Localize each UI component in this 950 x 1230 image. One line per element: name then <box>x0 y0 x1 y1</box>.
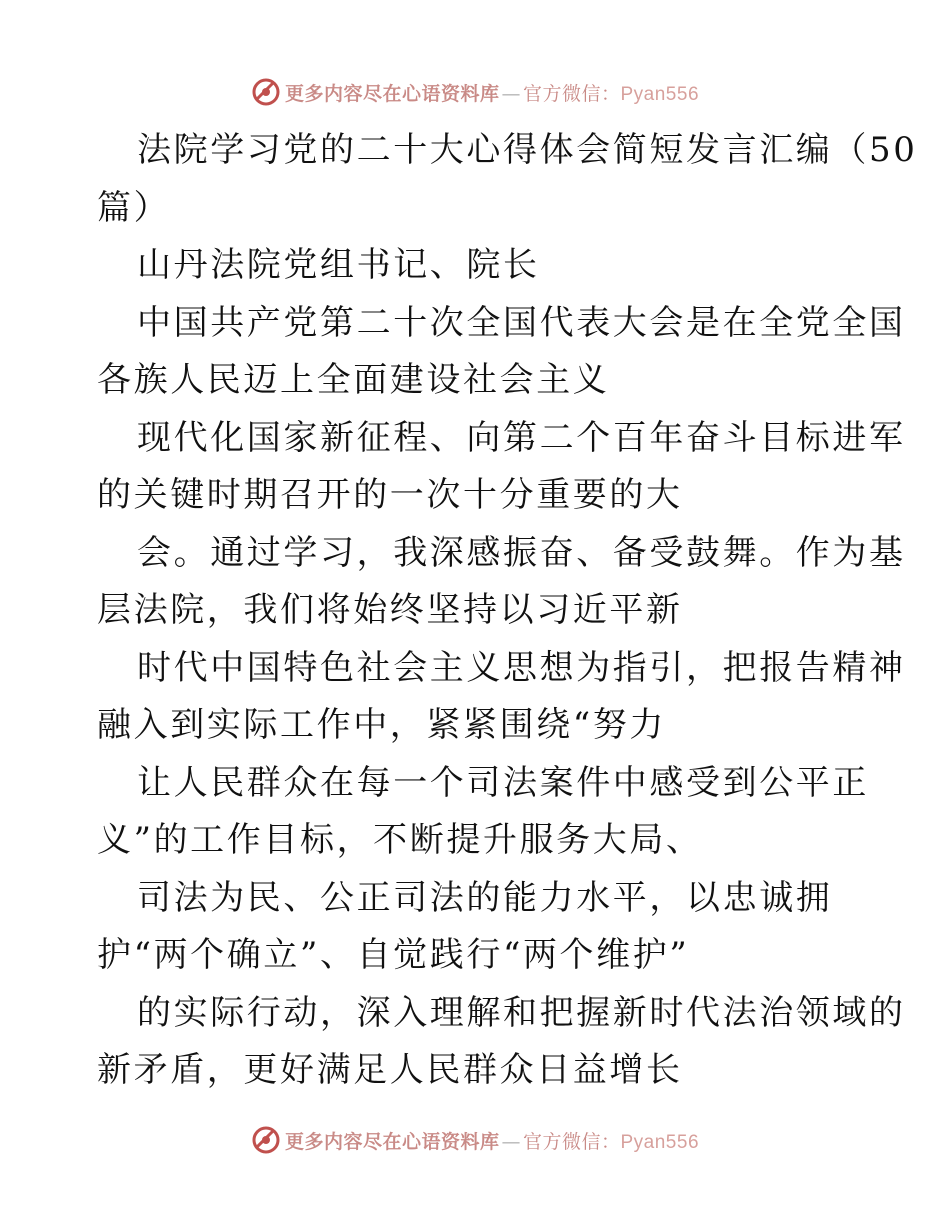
banner-wechat-id: Pyan556 <box>620 1131 700 1153</box>
brush-circle-logo-icon <box>251 77 281 107</box>
paragraph-line: 的关键时期召开的一次十分重要的大 <box>97 475 683 515</box>
paragraph-line: 现代化国家新征程、向第二个百年奋斗目标进军 <box>137 417 906 458</box>
brush-circle-logo-icon <box>251 1125 281 1155</box>
paragraph-line: 义”的工作目标，不断提升服务大局、 <box>97 820 703 860</box>
banner-separator: — <box>501 1130 521 1153</box>
document-title-line-1: 法院学习党的二十大心得体会简短发言汇编（50 <box>137 130 918 170</box>
paragraph-line: 护“两个确立”、自觉践行“两个维护” <box>97 935 690 975</box>
banner-text <box>285 79 699 106</box>
banner-wechat-label: 官方微信： <box>522 1130 621 1153</box>
paragraph-line: 融入到实际工作中，紧紧围绕“努力 <box>97 705 666 745</box>
paragraph-line: 让人民群众在每一个司法案件中感受到公平正 <box>137 762 869 803</box>
banner-text <box>285 1127 699 1154</box>
document-body <box>97 122 918 1100</box>
header-watermark-banner <box>0 72 950 112</box>
paragraph-line: 各族人民迈上全面建设社会主义 <box>97 360 610 400</box>
footer-watermark-banner <box>0 1120 950 1160</box>
paragraph-line: 新矛盾，更好满足人民群众日益增长 <box>97 1050 683 1090</box>
paragraph-line: 司法为民、公正司法的能力水平，以忠诚拥 <box>137 877 833 918</box>
paragraph-line: 的实际行动，深入理解和把握新时代法治领域的 <box>137 992 906 1033</box>
banner-main-text: 更多内容尽在心语资料库 <box>284 82 500 105</box>
paragraph-line: 中国共产党第二十次全国代表大会是在全党全国 <box>137 302 906 343</box>
banner-separator: — <box>501 82 521 105</box>
paragraph-line: 层法院，我们将始终坚持以习近平新 <box>97 590 683 630</box>
paragraph-line: 会。通过学习，我深感振奋、备受鼓舞。作为基 <box>137 532 906 573</box>
document-author-line: 山丹法院党组书记、院长 <box>137 245 540 285</box>
document-title-line-2: 篇） <box>97 187 171 228</box>
banner-main-text: 更多内容尽在心语资料库 <box>284 1130 500 1153</box>
banner-wechat-label: 官方微信： <box>522 82 621 105</box>
paragraph-line: 时代中国特色社会主义思想为指引，把报告精神 <box>137 647 906 688</box>
banner-wechat-id: Pyan556 <box>620 83 700 105</box>
